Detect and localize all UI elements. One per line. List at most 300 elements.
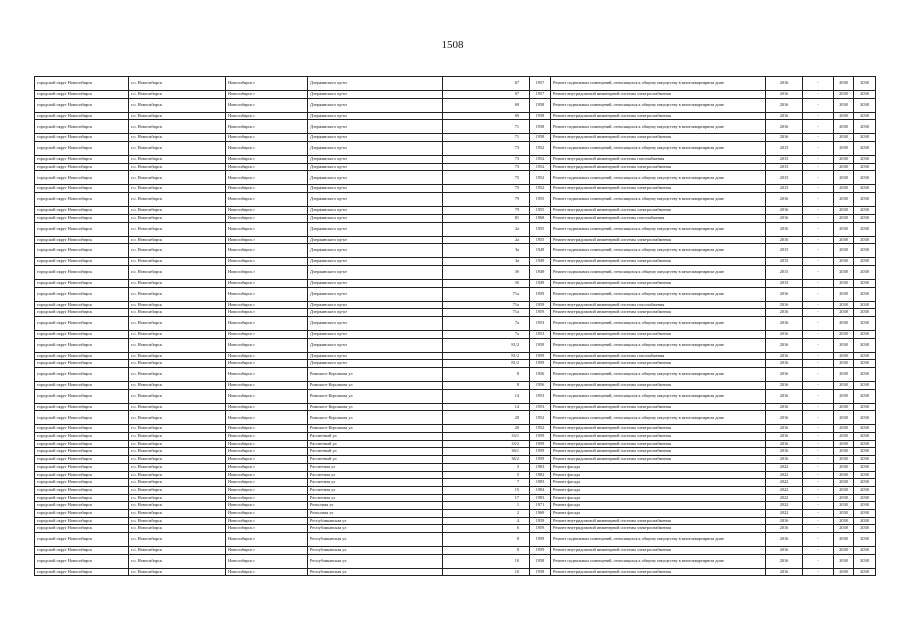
- year-from-cell: 2038: [834, 142, 854, 156]
- settlement-cell: г.о. Новосибирск: [129, 463, 226, 471]
- city-cell: Новосибирск г: [226, 287, 308, 301]
- municipality-cell: городской округ Новосибирск: [35, 207, 129, 215]
- street-cell: Дзержинского пр-кт: [308, 360, 443, 368]
- street-cell: Дзержинского пр-кт: [308, 171, 443, 185]
- work-type-cell: Ремонт внутридомовой инженерной системы газоснабжения: [551, 301, 766, 309]
- municipality-cell: городской округ Новосибирск: [35, 301, 129, 309]
- city-cell: Новосибирск г: [226, 568, 308, 576]
- work-type-cell: Ремонт подвальных помещений, относящихся к общему имуществу в многоквартирном доме: [551, 77, 766, 91]
- plan-year-cell: 2016: [766, 91, 803, 99]
- house-cell: 2: [443, 509, 530, 517]
- table-row: [35, 316, 876, 330]
- work-type-cell: Ремонт фасада: [551, 486, 766, 494]
- street-cell: Дзержинского пр-кт: [308, 142, 443, 156]
- table-row: [35, 236, 876, 244]
- settlement-cell: г.о. Новосибирск: [129, 91, 226, 99]
- dash-cell: -: [803, 287, 834, 301]
- work-type-cell: Ремонт внутридомовой инженерной системы электроснабжения: [551, 309, 766, 317]
- year-to-cell: 2038: [854, 279, 876, 287]
- year-to-cell: 2038: [854, 360, 876, 368]
- municipality-cell: городской округ Новосибирск: [35, 142, 129, 156]
- dash-cell: -: [803, 316, 834, 330]
- municipality-cell: городской округ Новосибирск: [35, 171, 129, 185]
- house-cell: 79: [443, 193, 530, 207]
- settlement-cell: г.о. Новосибирск: [129, 568, 226, 576]
- year-to-cell: 2038: [854, 368, 876, 382]
- house-cell: 7а: [443, 330, 530, 338]
- table-body: [35, 77, 876, 576]
- year-to-cell: 2038: [854, 463, 876, 471]
- house-cell: 71: [443, 134, 530, 142]
- house-cell: 6: [443, 525, 530, 533]
- plan-year-cell: 2016: [766, 338, 803, 352]
- work-type-cell: Ремонт фасада: [551, 502, 766, 510]
- year-from-cell: 2038: [834, 112, 854, 120]
- plan-year-cell: 2016: [766, 517, 803, 525]
- street-cell: Дзержинского пр-кт: [308, 222, 443, 236]
- work-type-cell: Ремонт подвальных помещений, относящихся к общему имуществу в многоквартирном доме: [551, 389, 766, 403]
- year-from-cell: 2038: [834, 134, 854, 142]
- street-cell: Римского-Корсакова ул: [308, 411, 443, 425]
- year-from-cell: 2038: [834, 509, 854, 517]
- plan-year-cell: 2016: [766, 207, 803, 215]
- year-to-cell: 2038: [854, 244, 876, 258]
- year-built-cell: 1959: [530, 448, 551, 456]
- year-from-cell: 2038: [834, 265, 854, 279]
- work-type-cell: Ремонт внутридомовой инженерной системы электроснабжения: [551, 440, 766, 448]
- settlement-cell: г.о. Новосибирск: [129, 171, 226, 185]
- table-row: [35, 509, 876, 517]
- municipality-cell: городской округ Новосибирск: [35, 403, 129, 411]
- dash-cell: -: [803, 265, 834, 279]
- street-cell: Республиканская ул: [308, 568, 443, 576]
- plan-year-cell: 2015: [766, 279, 803, 287]
- municipality-cell: городской округ Новосибирск: [35, 214, 129, 222]
- work-type-cell: Ремонт внутридомовой инженерной системы электроснабжения: [551, 456, 766, 464]
- dash-cell: -: [803, 360, 834, 368]
- year-to-cell: 2038: [854, 479, 876, 487]
- year-built-cell: 1952: [530, 163, 551, 171]
- municipality-cell: городской округ Новосибирск: [35, 554, 129, 568]
- plan-year-cell: 2022: [766, 463, 803, 471]
- year-from-cell: 2038: [834, 120, 854, 134]
- settlement-cell: г.о. Новосибирск: [129, 533, 226, 547]
- year-built-cell: 1953: [530, 316, 551, 330]
- street-cell: Республиканская ул: [308, 525, 443, 533]
- work-type-cell: Ремонт подвальных помещений, относящихся к общему имуществу в многоквартирном доме: [551, 368, 766, 382]
- table-row: [35, 185, 876, 193]
- table-row: [35, 463, 876, 471]
- city-cell: Новосибирск г: [226, 236, 308, 244]
- year-to-cell: 2038: [854, 98, 876, 112]
- year-from-cell: 2038: [834, 486, 854, 494]
- municipality-cell: городской округ Новосибирск: [35, 244, 129, 258]
- house-cell: 69: [443, 112, 530, 120]
- table-row: [35, 265, 876, 279]
- city-cell: Новосибирск г: [226, 463, 308, 471]
- table-row: [35, 502, 876, 510]
- dash-cell: -: [803, 214, 834, 222]
- work-type-cell: Ремонт внутридомовой инженерной системы электроснабжения: [551, 525, 766, 533]
- plan-year-cell: 2016: [766, 368, 803, 382]
- city-cell: Новосибирск г: [226, 171, 308, 185]
- settlement-cell: г.о. Новосибирск: [129, 494, 226, 502]
- year-from-cell: 2038: [834, 525, 854, 533]
- dash-cell: -: [803, 112, 834, 120]
- work-type-cell: Ремонт внутридомовой инженерной системы электроснабжения: [551, 568, 766, 576]
- plan-year-cell: 2016: [766, 568, 803, 576]
- year-to-cell: 2038: [854, 207, 876, 215]
- year-from-cell: 2038: [834, 77, 854, 91]
- table-row: [35, 91, 876, 99]
- year-built-cell: 1959: [530, 517, 551, 525]
- year-built-cell: 1982: [530, 471, 551, 479]
- plan-year-cell: 2016: [766, 193, 803, 207]
- house-cell: 7а: [443, 316, 530, 330]
- table-row: [35, 517, 876, 525]
- work-type-cell: Ремонт внутридомовой инженерной системы электроснабжения: [551, 360, 766, 368]
- municipality-cell: городской округ Новосибирск: [35, 156, 129, 164]
- house-cell: 3б: [443, 279, 530, 287]
- street-cell: Дзержинского пр-кт: [308, 98, 443, 112]
- municipality-cell: городской округ Новосибирск: [35, 287, 129, 301]
- plan-year-cell: 2022: [766, 471, 803, 479]
- year-to-cell: 2038: [854, 222, 876, 236]
- table-row: [35, 134, 876, 142]
- work-type-cell: Ремонт внутридомовой инженерной системы электроснабжения: [551, 403, 766, 411]
- plan-year-cell: 2015: [766, 185, 803, 193]
- plan-year-cell: 2016: [766, 403, 803, 411]
- dash-cell: -: [803, 309, 834, 317]
- year-built-cell: 1955: [530, 236, 551, 244]
- street-cell: Дзержинского пр-кт: [308, 301, 443, 309]
- municipality-cell: городской округ Новосибирск: [35, 486, 129, 494]
- settlement-cell: г.о. Новосибирск: [129, 156, 226, 164]
- settlement-cell: г.о. Новосибирск: [129, 382, 226, 390]
- work-type-cell: Ремонт внутридомовой инженерной системы электроснабжения: [551, 258, 766, 266]
- year-from-cell: 2038: [834, 554, 854, 568]
- city-cell: Новосибирск г: [226, 316, 308, 330]
- year-built-cell: 1955: [530, 193, 551, 207]
- year-built-cell: 1958: [530, 134, 551, 142]
- municipality-cell: городской округ Новосибирск: [35, 77, 129, 91]
- dash-cell: -: [803, 142, 834, 156]
- work-type-cell: Ремонт внутридомовой инженерной системы электроснабжения: [551, 134, 766, 142]
- table-row: [35, 287, 876, 301]
- municipality-cell: городской округ Новосибирск: [35, 91, 129, 99]
- year-from-cell: 2038: [834, 287, 854, 301]
- house-cell: 10: [443, 554, 530, 568]
- street-cell: Дзержинского пр-кт: [308, 112, 443, 120]
- settlement-cell: г.о. Новосибирск: [129, 258, 226, 266]
- plan-year-cell: 2015: [766, 171, 803, 185]
- city-cell: Новосибирск г: [226, 517, 308, 525]
- house-cell: 81/2: [443, 338, 530, 352]
- city-cell: Новосибирск г: [226, 554, 308, 568]
- street-cell: Рассветная ул: [308, 486, 443, 494]
- city-cell: Новосибирск г: [226, 448, 308, 456]
- dash-cell: -: [803, 494, 834, 502]
- table-row: [35, 163, 876, 171]
- year-built-cell: 1959: [530, 301, 551, 309]
- house-cell: 8: [443, 368, 530, 382]
- work-type-cell: Ремонт фасада: [551, 479, 766, 487]
- dash-cell: -: [803, 236, 834, 244]
- work-type-cell: Ремонт внутридомовой инженерной системы электроснабжения: [551, 207, 766, 215]
- year-to-cell: 2038: [854, 134, 876, 142]
- work-type-cell: Ремонт внутридомовой инженерной системы газоснабжения: [551, 214, 766, 222]
- year-built-cell: 1952: [530, 425, 551, 433]
- dash-cell: -: [803, 456, 834, 464]
- year-from-cell: 2038: [834, 309, 854, 317]
- settlement-cell: г.о. Новосибирск: [129, 502, 226, 510]
- work-type-cell: Ремонт внутридомовой инженерной системы электроснабжения: [551, 163, 766, 171]
- house-cell: 5: [443, 471, 530, 479]
- work-type-cell: Ремонт подвальных помещений, относящихся к общему имуществу в многоквартирном доме: [551, 98, 766, 112]
- settlement-cell: г.о. Новосибирск: [129, 486, 226, 494]
- city-cell: Новосибирск г: [226, 525, 308, 533]
- street-cell: Дзержинского пр-кт: [308, 193, 443, 207]
- city-cell: Новосибирск г: [226, 134, 308, 142]
- street-cell: Дзержинского пр-кт: [308, 258, 443, 266]
- house-cell: 73: [443, 142, 530, 156]
- house-cell: 71а: [443, 309, 530, 317]
- year-to-cell: 2038: [854, 433, 876, 441]
- street-cell: Римского-Корсакова ул: [308, 389, 443, 403]
- street-cell: Дзержинского пр-кт: [308, 352, 443, 360]
- plan-year-cell: 2016: [766, 98, 803, 112]
- dash-cell: -: [803, 554, 834, 568]
- plan-year-cell: 2015: [766, 244, 803, 258]
- work-type-cell: Ремонт подвальных помещений, относящихся к общему имуществу в многоквартирном доме: [551, 265, 766, 279]
- municipality-cell: городской округ Новосибирск: [35, 330, 129, 338]
- house-cell: 71а: [443, 287, 530, 301]
- year-to-cell: 2038: [854, 163, 876, 171]
- table-row: [35, 471, 876, 479]
- settlement-cell: г.о. Новосибирск: [129, 411, 226, 425]
- dash-cell: -: [803, 258, 834, 266]
- dash-cell: -: [803, 502, 834, 510]
- year-to-cell: 2038: [854, 236, 876, 244]
- year-from-cell: 2038: [834, 352, 854, 360]
- year-to-cell: 2038: [854, 214, 876, 222]
- city-cell: Новосибирск г: [226, 156, 308, 164]
- street-cell: Рассветный ул: [308, 456, 443, 464]
- year-to-cell: 2038: [854, 309, 876, 317]
- municipality-cell: городской округ Новосибирск: [35, 382, 129, 390]
- table-row: [35, 279, 876, 287]
- year-built-cell: 1957: [530, 77, 551, 91]
- work-type-cell: Ремонт внутридомовой инженерной системы электроснабжения: [551, 382, 766, 390]
- municipality-cell: городской округ Новосибирск: [35, 134, 129, 142]
- table-row: [35, 368, 876, 382]
- year-built-cell: 1958: [530, 568, 551, 576]
- work-type-cell: Ремонт внутридомовой инженерной системы электроснабжения: [551, 448, 766, 456]
- year-to-cell: 2038: [854, 554, 876, 568]
- work-type-cell: Ремонт фасада: [551, 471, 766, 479]
- plan-year-cell: 2016: [766, 236, 803, 244]
- table-row: [35, 547, 876, 555]
- work-type-cell: Ремонт внутридомовой инженерной системы электроснабжения: [551, 112, 766, 120]
- street-cell: Дзержинского пр-кт: [308, 236, 443, 244]
- dash-cell: -: [803, 425, 834, 433]
- year-from-cell: 2038: [834, 403, 854, 411]
- table-row: [35, 142, 876, 156]
- settlement-cell: г.о. Новосибирск: [129, 440, 226, 448]
- year-to-cell: 2038: [854, 389, 876, 403]
- year-from-cell: 2038: [834, 193, 854, 207]
- settlement-cell: г.о. Новосибирск: [129, 433, 226, 441]
- dash-cell: -: [803, 486, 834, 494]
- year-from-cell: 2038: [834, 425, 854, 433]
- street-cell: Дзержинского пр-кт: [308, 91, 443, 99]
- settlement-cell: г.о. Новосибирск: [129, 120, 226, 134]
- house-cell: 73: [443, 156, 530, 164]
- dash-cell: -: [803, 171, 834, 185]
- year-built-cell: 1983: [530, 494, 551, 502]
- year-to-cell: 2038: [854, 568, 876, 576]
- plan-year-cell: 2016: [766, 330, 803, 338]
- year-from-cell: 2038: [834, 338, 854, 352]
- year-built-cell: 1953: [530, 403, 551, 411]
- year-to-cell: 2038: [854, 411, 876, 425]
- plan-year-cell: 2016: [766, 456, 803, 464]
- year-to-cell: 2038: [854, 403, 876, 411]
- work-type-cell: Ремонт подвальных помещений, относящихся к общему имуществу в многоквартирном доме: [551, 171, 766, 185]
- year-built-cell: 1949: [530, 244, 551, 258]
- municipality-cell: городской округ Новосибирск: [35, 236, 129, 244]
- year-to-cell: 2038: [854, 448, 876, 456]
- street-cell: Республиканская ул: [308, 547, 443, 555]
- city-cell: Новосибирск г: [226, 403, 308, 411]
- house-cell: 75: [443, 185, 530, 193]
- dash-cell: -: [803, 479, 834, 487]
- settlement-cell: г.о. Новосибирск: [129, 456, 226, 464]
- table-row: [35, 456, 876, 464]
- street-cell: Дзержинского пр-кт: [308, 185, 443, 193]
- city-cell: Новосибирск г: [226, 244, 308, 258]
- year-to-cell: 2038: [854, 91, 876, 99]
- year-built-cell: 1959: [530, 309, 551, 317]
- house-cell: 1: [443, 502, 530, 510]
- table-row: [35, 533, 876, 547]
- street-cell: Дзержинского пр-кт: [308, 316, 443, 330]
- settlement-cell: г.о. Новосибирск: [129, 554, 226, 568]
- table-row: [35, 301, 876, 309]
- municipality-cell: городской округ Новосибирск: [35, 433, 129, 441]
- table-row: [35, 554, 876, 568]
- year-to-cell: 2038: [854, 525, 876, 533]
- year-built-cell: 1953: [530, 330, 551, 338]
- settlement-cell: г.о. Новосибирск: [129, 360, 226, 368]
- municipality-cell: городской округ Новосибирск: [35, 279, 129, 287]
- plan-year-cell: 2016: [766, 411, 803, 425]
- street-cell: Дзержинского пр-кт: [308, 214, 443, 222]
- settlement-cell: г.о. Новосибирск: [129, 214, 226, 222]
- table-row: [35, 112, 876, 120]
- year-from-cell: 2038: [834, 185, 854, 193]
- city-cell: Новосибирск г: [226, 112, 308, 120]
- street-cell: Республиканская ул: [308, 533, 443, 547]
- street-cell: Рассветная ул: [308, 471, 443, 479]
- year-to-cell: 2038: [854, 517, 876, 525]
- dash-cell: -: [803, 411, 834, 425]
- settlement-cell: г.о. Новосибирск: [129, 403, 226, 411]
- year-to-cell: 2038: [854, 382, 876, 390]
- city-cell: Новосибирск г: [226, 433, 308, 441]
- plan-year-cell: 2022: [766, 509, 803, 517]
- settlement-cell: г.о. Новосибирск: [129, 525, 226, 533]
- year-built-cell: 1949: [530, 265, 551, 279]
- plan-year-cell: 2016: [766, 120, 803, 134]
- settlement-cell: г.о. Новосибирск: [129, 352, 226, 360]
- dash-cell: -: [803, 120, 834, 134]
- plan-year-cell: 2016: [766, 525, 803, 533]
- year-to-cell: 2038: [854, 301, 876, 309]
- year-from-cell: 2038: [834, 448, 854, 456]
- table-row: [35, 494, 876, 502]
- settlement-cell: г.о. Новосибирск: [129, 509, 226, 517]
- year-to-cell: 2038: [854, 316, 876, 330]
- dash-cell: -: [803, 568, 834, 576]
- year-built-cell: 1952: [530, 142, 551, 156]
- table-row: [35, 403, 876, 411]
- plan-year-cell: 2016: [766, 360, 803, 368]
- work-type-cell: Ремонт внутридомовой инженерной системы электроснабжения: [551, 433, 766, 441]
- street-cell: Римского-Корсакова ул: [308, 368, 443, 382]
- city-cell: Новосибирск г: [226, 193, 308, 207]
- work-type-cell: Ремонт фасада: [551, 494, 766, 502]
- year-to-cell: 2038: [854, 185, 876, 193]
- year-from-cell: 2038: [834, 547, 854, 555]
- year-to-cell: 2038: [854, 77, 876, 91]
- plan-year-cell: 2016: [766, 316, 803, 330]
- table-row: [35, 448, 876, 456]
- house-cell: 79: [443, 207, 530, 215]
- house-cell: 67: [443, 77, 530, 91]
- table-row: [35, 411, 876, 425]
- year-built-cell: 1959: [530, 352, 551, 360]
- year-from-cell: 2038: [834, 244, 854, 258]
- house-cell: 14: [443, 403, 530, 411]
- dash-cell: -: [803, 185, 834, 193]
- plan-year-cell: 2016: [766, 440, 803, 448]
- table-row: [35, 77, 876, 91]
- municipality-cell: городской округ Новосибирск: [35, 479, 129, 487]
- house-cell: 75: [443, 171, 530, 185]
- house-cell: 67: [443, 91, 530, 99]
- year-built-cell: 1953: [530, 389, 551, 403]
- dash-cell: -: [803, 222, 834, 236]
- municipality-cell: городской округ Новосибирск: [35, 222, 129, 236]
- year-from-cell: 2038: [834, 91, 854, 99]
- house-cell: 8: [443, 547, 530, 555]
- year-from-cell: 2038: [834, 389, 854, 403]
- work-type-cell: Ремонт внутридомовой инженерной системы электроснабжения: [551, 547, 766, 555]
- dash-cell: -: [803, 352, 834, 360]
- year-to-cell: 2038: [854, 456, 876, 464]
- municipality-cell: городской округ Новосибирск: [35, 338, 129, 352]
- house-cell: 3б: [443, 265, 530, 279]
- municipality-cell: городской округ Новосибирск: [35, 425, 129, 433]
- city-cell: Новосибирск г: [226, 98, 308, 112]
- settlement-cell: г.о. Новосибирск: [129, 330, 226, 338]
- settlement-cell: г.о. Новосибирск: [129, 112, 226, 120]
- municipality-cell: городской округ Новосибирск: [35, 502, 129, 510]
- city-cell: Новосибирск г: [226, 360, 308, 368]
- city-cell: Новосибирск г: [226, 479, 308, 487]
- city-cell: Новосибирск г: [226, 258, 308, 266]
